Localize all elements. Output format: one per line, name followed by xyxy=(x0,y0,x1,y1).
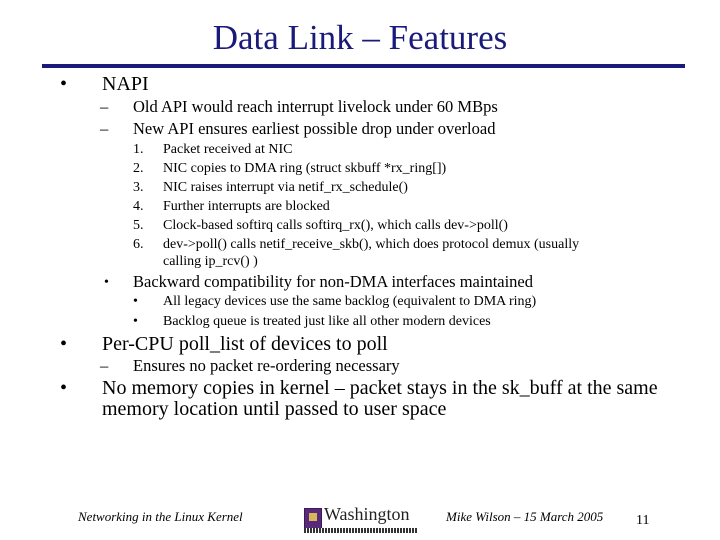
step-number: 2. xyxy=(133,161,144,176)
percpu-sub: Ensures no packet re-ordering necessary xyxy=(133,356,400,375)
bullet-mark: • xyxy=(60,333,68,355)
step-text: NIC raises interrupt via netif_rx_schedule() xyxy=(163,180,408,195)
dash-mark: – xyxy=(100,97,109,116)
compat-sub-1: All legacy devices use the same backlog (equivalent to DMA ring) xyxy=(163,294,537,309)
logo-underline xyxy=(304,528,418,533)
dash-mark: – xyxy=(100,119,109,138)
slide-title: Data Link – Features xyxy=(212,18,508,57)
footer-course: Networking in the Linux Kernel xyxy=(78,509,243,524)
step-text: Clock-based softirq calls softirq_rx(), which calls dev->poll() xyxy=(163,218,508,233)
bullet-mark: • xyxy=(60,73,68,95)
step-text: Further interrupts are blocked xyxy=(163,199,330,214)
napi-sub-1: Old API would reach interrupt livelock under 60 MBps xyxy=(133,97,498,116)
compat-sub-2: Backlog queue is treated just like all other modern devices xyxy=(163,314,491,329)
footer-author-date: Mike Wilson – 15 March 2005 xyxy=(446,509,604,524)
step-number: 3. xyxy=(133,180,144,195)
step-text: Packet received at NIC xyxy=(163,142,293,157)
bullet-mark: • xyxy=(133,294,138,309)
bullet-napi: NAPI xyxy=(102,73,149,95)
logo-wordmark: Washington xyxy=(324,504,410,524)
bullet-mark: • xyxy=(60,377,68,399)
bullet-mark: • xyxy=(133,314,138,329)
washington-logo xyxy=(304,504,418,531)
step-number: 4. xyxy=(133,199,144,214)
title-rule xyxy=(42,64,685,68)
step-text: NIC copies to DMA ring (struct skbuff *rx_ring[]) xyxy=(163,161,447,176)
page-number: 11 xyxy=(636,513,650,528)
bullet-nocopy-line2: memory location until passed to user space xyxy=(102,398,447,420)
step-number: 6. xyxy=(133,237,144,252)
bullet-percpu: Per-CPU poll_list of devices to poll xyxy=(102,333,388,355)
step-number: 5. xyxy=(133,218,144,233)
dash-mark: – xyxy=(100,356,109,375)
shield-icon xyxy=(304,508,322,530)
step-text-continued: calling ip_rcv() ) xyxy=(163,254,258,269)
napi-sub-2: New API ensures earliest possible drop under overload xyxy=(133,119,496,138)
step-number: 1. xyxy=(133,142,144,157)
step-text: dev->poll() calls netif_receive_skb(), which does protocol demux (usually xyxy=(163,237,580,252)
bullet-compat: Backward compatibility for non-DMA interfaces maintained xyxy=(133,272,534,291)
bullet-mark: • xyxy=(104,275,109,290)
bullet-nocopy-line1: No memory copies in kernel – packet stays in the sk_buff at the same xyxy=(102,377,658,399)
